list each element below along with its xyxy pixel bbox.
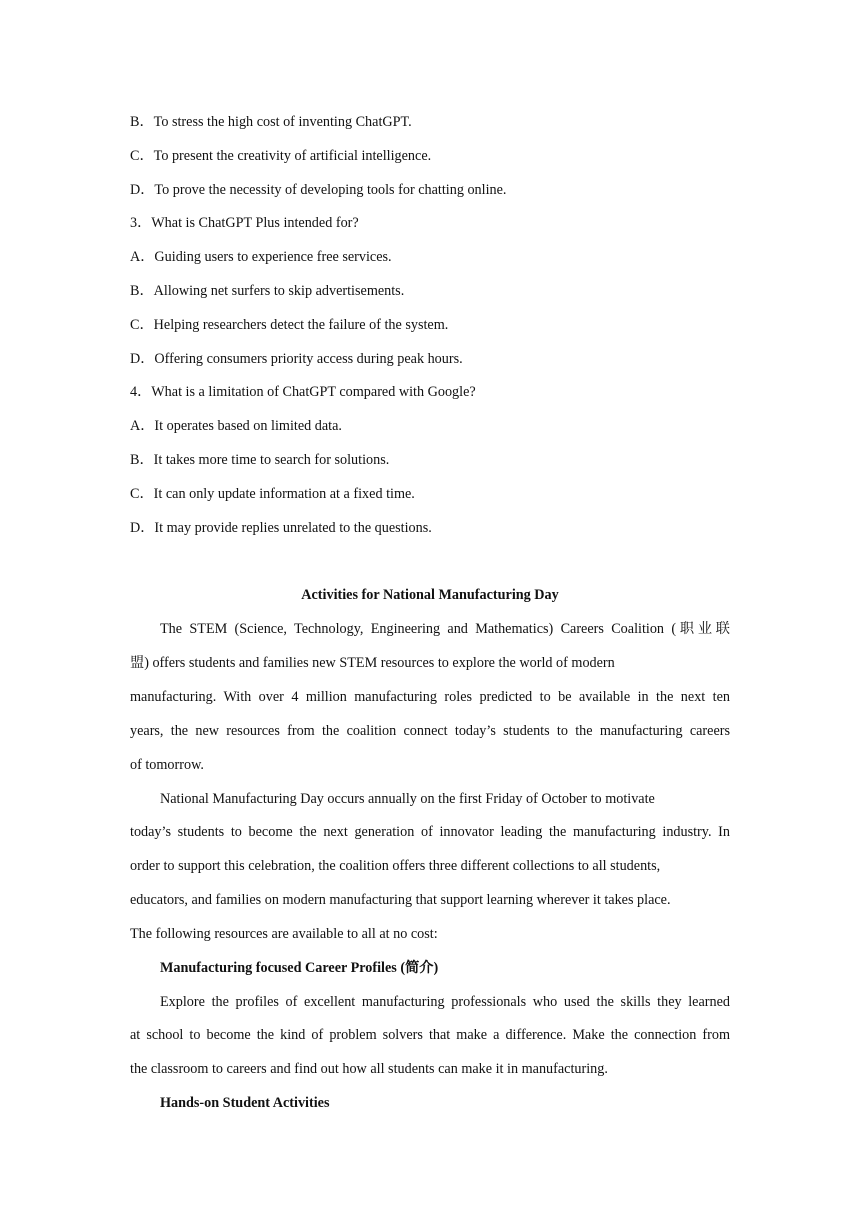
q3-option-c: C．Helping researchers detect the failure of the system. <box>130 317 449 333</box>
paragraph-1-line: 盟) offers students and families new STEM resources to explore the world of modern <box>130 655 615 671</box>
paragraph-1-line: The STEM (Science, Technology, Engineering and Mathematics) Careers Coalition (职业联 <box>160 621 730 637</box>
q4-option-b: B．It takes more time to search for solutions. <box>130 452 390 468</box>
q3-option-a: A．Guiding users to experience free services. <box>130 249 392 265</box>
paragraph-1-line: manufacturing. With over 4 million manufacturing roles predicted to be available in the next ten <box>130 689 730 705</box>
q3-stem: 3．What is ChatGPT Plus intended for? <box>130 215 359 231</box>
section-heading-student-activities: Hands-on Student Activities <box>160 1095 330 1111</box>
paragraph-1-line: years, the new resources from the coalition connect today’s students to the manufacturing careers <box>130 723 730 739</box>
paragraph-2-line: The following resources are available to all at no cost: <box>130 926 438 942</box>
q2-option-d: D．To prove the necessity of developing tools for chatting online. <box>130 182 507 198</box>
q4-option-c: C．It can only update information at a fixed time. <box>130 486 415 502</box>
paragraph-2-line: today’s students to become the next generation of innovator leading the manufacturing industry. In <box>130 824 730 840</box>
paragraph-3-line: the classroom to careers and find out how all students can make it in manufacturing. <box>130 1061 608 1077</box>
paragraph-2-line: National Manufacturing Day occurs annually on the first Friday of October to motivate <box>160 791 655 807</box>
q2-option-b: B．To stress the high cost of inventing ChatGPT. <box>130 114 412 130</box>
q4-stem: 4．What is a limitation of ChatGPT compared with Google? <box>130 384 476 400</box>
paragraph-2-line: order to support this celebration, the coalition offers three different collections to all students, <box>130 858 661 874</box>
section-heading-career-profiles: Manufacturing focused Career Profiles (简介) <box>160 960 439 976</box>
article-title: Activities for National Manufacturing Day <box>301 587 559 603</box>
paragraph-2-line: educators, and families on modern manufacturing that support learning wherever it takes place. <box>130 892 671 908</box>
q3-option-d: D．Offering consumers priority access during peak hours. <box>130 351 463 367</box>
paragraph-1-line: of tomorrow. <box>130 757 204 773</box>
paragraph-3-line: at school to become the kind of problem solvers that make a difference. Make the connection from <box>130 1027 730 1043</box>
q4-option-d: D．It may provide replies unrelated to the questions. <box>130 520 432 536</box>
q3-option-b: B．Allowing net surfers to skip advertisements. <box>130 283 405 299</box>
q4-option-a: A．It operates based on limited data. <box>130 418 342 434</box>
paragraph-3-line: Explore the profiles of excellent manufacturing professionals who used the skills they learned <box>160 994 730 1010</box>
q2-option-c: C．To present the creativity of artificial intelligence. <box>130 148 432 164</box>
